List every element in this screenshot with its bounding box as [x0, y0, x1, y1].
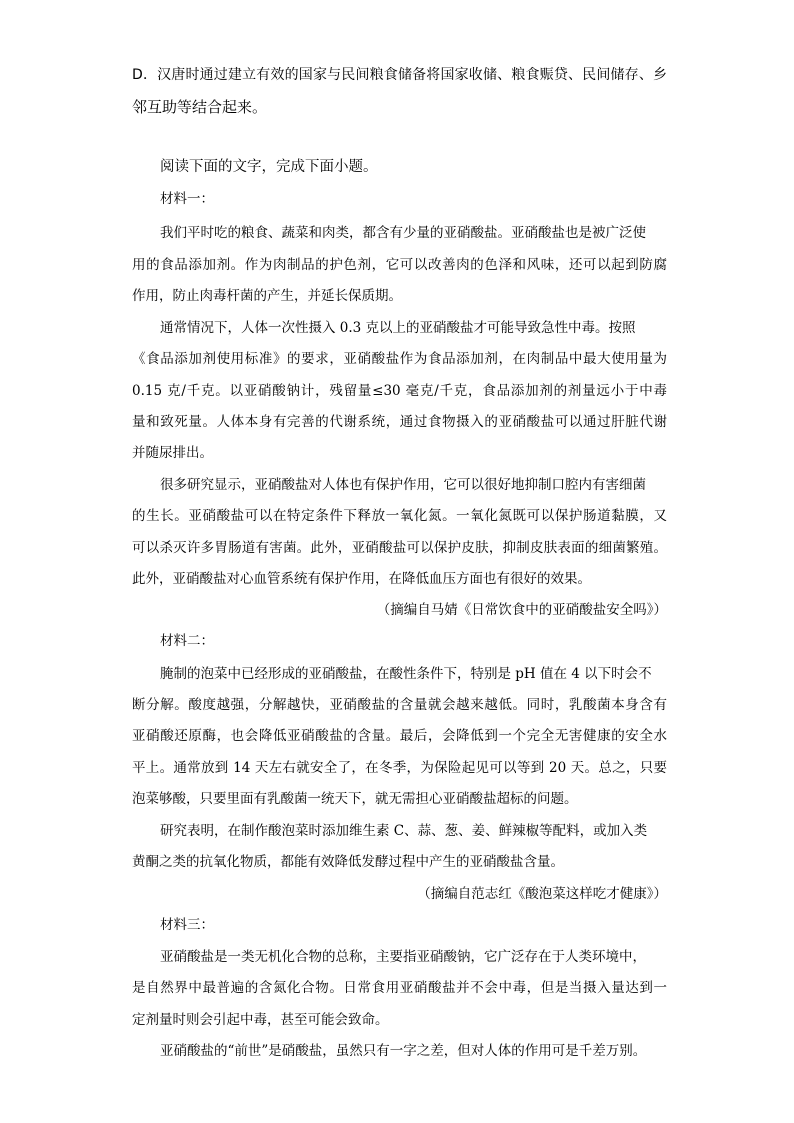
m1-p2-l5: 并随尿排出。	[132, 445, 213, 461]
question-lead: 阅读下面的文字，完成下面小题。	[160, 159, 378, 175]
m2-p2-l2: 黄酮之类的抗氧化物质，都能有效降低发酵过程中产生的亚硝酸盐含量。	[132, 854, 564, 870]
m1-p1-l2: 用的食品添加剂。作为肉制品的护色剂，它可以改善肉的色泽和风味，还可以起到防腐	[132, 257, 667, 273]
m1-p2-l4: 量和致死量。人体本身有完善的代谢系统，通过食物摄入的亚硝酸盐可以通过肝脏代谢	[132, 414, 667, 430]
m3-p1-l3: 定剂量时则会引起中毒，甚至可能会致命。	[132, 1012, 389, 1028]
m2-p1-l5: 泡菜够酸，只要里面有乳酸菌一统天下，就无需担心亚硝酸盐超标的问题。	[132, 791, 578, 807]
m1-p3-l4: 此外，亚硝酸盐对心血管系统有保护作用，在降低血压方面也有很好的效果。	[132, 571, 591, 587]
m2-p1-l3: 亚硝酸还原酶，也会降低亚硝酸盐的含量。最后，会降低到一个完全无害健康的安全水	[132, 728, 667, 744]
material1-citation: （摘编自马婧《日常饮食中的亚硝酸盐安全吗》）	[376, 602, 667, 618]
material3-label: 材料三：	[160, 917, 214, 933]
m3-p1-l1: 亚硝酸盐是一类无机化合物的总称，主要指亚硝酸钠，它广泛存在于人类环境中，	[160, 949, 646, 965]
option-d-line-1: D．汉唐时通过建立有效的国家与民间粮食储备将国家收储、粮食赈贷、民间储存、乡	[132, 67, 667, 83]
m1-p1-l3: 作用，防止肉毒杆菌的产生，并延长保质期。	[132, 288, 402, 304]
m1-p3-l1: 很多研究显示，亚硝酸盐对人体也有保护作用，它可以很好地抑制口腔内有害细菌	[160, 477, 646, 493]
material1-label: 材料一：	[160, 191, 214, 207]
m1-p3-l3: 可以杀灭许多胃肠道有害菌。此外，亚硝酸盐可以保护皮肤，抑制皮肤表面的细菌繁殖。	[132, 540, 667, 556]
material2-label: 材料二：	[160, 633, 214, 649]
m1-p2-l1: 通常情况下，人体一次性摄入 0.3 克以上的亚硝酸盐才可能导致急性中毒。按照	[160, 320, 636, 336]
m1-p3-l2: 的生长。亚硝酸盐可以在特定条件下释放一氧化氮。一氧化氮既可以保护肠道黏膜，又	[132, 508, 667, 524]
m2-p1-l4: 平上。通常放到 14 天左右就安全了，在冬季，为保险起见可以等到 20 天。总之，只要	[132, 760, 667, 776]
m2-p1-l2: 断分解。酸度越强，分解越快，亚硝酸盐的含量就会越来越低。同时，乳酸菌本身含有	[132, 697, 667, 713]
m3-p2-l1: 亚硝酸盐的“前世”是硝酸盐，虽然只有一字之差，但对人体的作用可是千差万别。	[160, 1043, 647, 1059]
m2-p1-l1: 腌制的泡菜中已经形成的亚硝酸盐，在酸性条件下，特别是 pH 值在 4 以下时会不	[160, 666, 652, 682]
m1-p2-l2: 《食品添加剂使用标准》的要求，亚硝酸盐作为食品添加剂，在肉制品中最大使用量为	[132, 351, 667, 367]
m1-p1-l1: 我们平时吃的粮食、蔬菜和肉类，都含有少量的亚硝酸盐。亚硝酸盐也是被广泛使	[160, 225, 646, 241]
material2-citation: （摘编自范志红《酸泡菜这样吃才健康》）	[417, 886, 667, 902]
m3-p1-l2: 是自然界中最普遍的含氮化合物。日常食用亚硝酸盐并不会中毒，但是当摄入量达到一	[132, 980, 667, 996]
option-d-line-2: 邻互助等结合起来。	[132, 98, 268, 116]
m2-p2-l1: 研究表明，在制作酸泡菜时添加维生素 C、蒜、葱、姜、鲜辣椒等配料，或加入类	[160, 823, 648, 839]
m1-p2-l3: 0.15 克/千克。以亚硝酸钠计，残留量≤30 毫克/千克，食品添加剂的剂量远小于中毒	[132, 383, 667, 399]
